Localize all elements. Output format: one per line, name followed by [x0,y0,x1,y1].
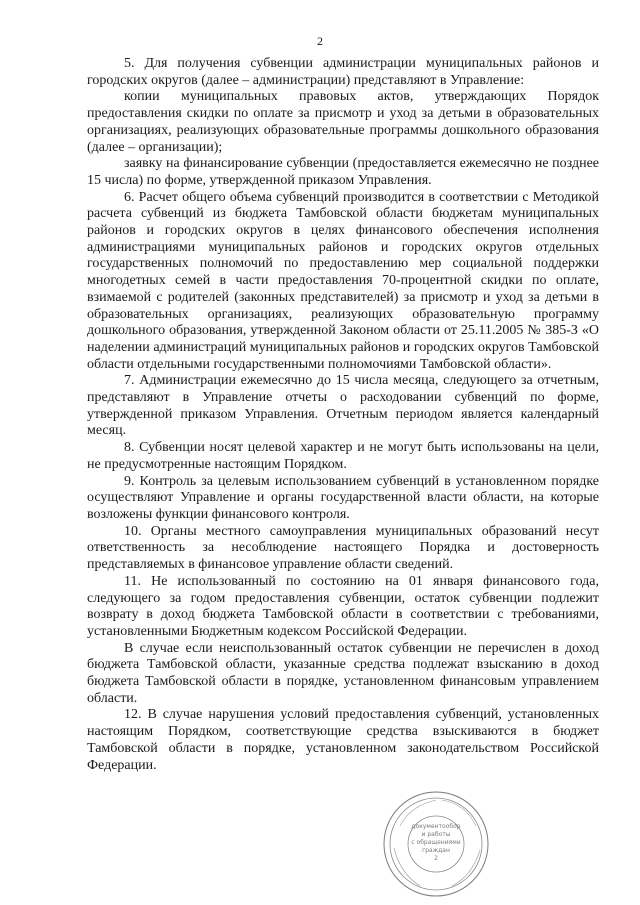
paragraph-5-item-2: заявку на финансирование субвенции (предоставляется ежемесячно не позднее 15 числа) по форме, утвержденной приказом Управления. [87,156,599,188]
official-stamp [380,788,492,900]
paragraph-7: 7. Администрации ежемесячно до 15 числа месяца, следующего за отчетным, представляют в Управление отчеты о расходовании субвенций по форме, утвержденной приказом Управления. Отчетным периодом является календарный месяц. [87,373,599,439]
paragraph-6: 6. Расчет общего объема субвенций производится в соответствии с Методикой расчета субвенций из бюджета Тамбовской области бюджетам муниципальных районов и городских округов в целях финансового обеспечения исполнения администрациями муниципальных районов и городских округов отдельных государственных полномочий по предоставлению мер социальной поддержки многодетных семей в части предоставления 70-процентной скидки по оплате, взимаемой с родителей (законных представителей) за присмотр и уход за детьми в образовательных организациях, реализующих образовательную программу дошкольного образования, утвержденной Законом области от 25.11.2005 № 385-З «О наделении администраций муниципальных районов и городских округов Тамбовской области отдельными государственными полномочиями Тамбовской области». [87,189,599,372]
paragraph-5-item-1: копии муниципальных правовых актов, утверждающих Порядок предоставления скидки по оплате за присмотр и уход за детьми в образовательных организациях, реализующих образовательные программы дошкольного образования (далее – организации); [87,89,599,155]
stamp-line: и работы [421,831,451,838]
paragraph-11: 11. Не использованный по состоянию на 01 января финансового года, следующего за годом предоставления субвенции, остаток субвенции подлежит возврату в доход бюджета Тамбовской области в соответствии с требованиями, установленными Бюджетным кодексом Российской Федерации. [87,573,599,639]
paragraph-8: 8. Субвенции носят целевой характер и не могут быть использованы на цели, не предусмотренные настоящим Порядком. [87,440,599,472]
stamp-line: 2 [434,855,438,862]
paragraph-12: 12. В случае нарушения условий предоставления субвенций, установленных настоящим Порядком, соответствующие средства взыскиваются в бюджет Тамбовской области в порядке, установленном законодательством Российской Федерации. [87,707,599,773]
paragraph-11-continuation: В случае если неиспользованный остаток субвенции не перечислен в доход бюджета Тамбовской области, указанные средства подлежат взысканию в доход бюджета Тамбовской области в порядке, установленном финансовым управлением области. [87,640,599,706]
stamp-line: с обращениями [411,839,461,846]
document-body [87,56,599,774]
paragraph-9: 9. Контроль за целевым использованием субвенций в установленном порядке осуществляют Управление и органы государственной власти области, на которые возложены функции финансового контроля. [87,473,599,522]
paragraph-5: 5. Для получения субвенции администрации муниципальных районов и городских округов (далее – администрации) представляют в Управление: [87,56,599,88]
stamp-line: граждан [422,847,450,854]
page-number: 2 [317,34,323,48]
paragraph-10: 10. Органы местного самоуправления муниципальных образований несут ответственность за несоблюдение настоящего Порядка и достоверность представляемых в финансовое управление области сведений. [87,523,599,573]
stamp-line: документообор [411,823,461,830]
